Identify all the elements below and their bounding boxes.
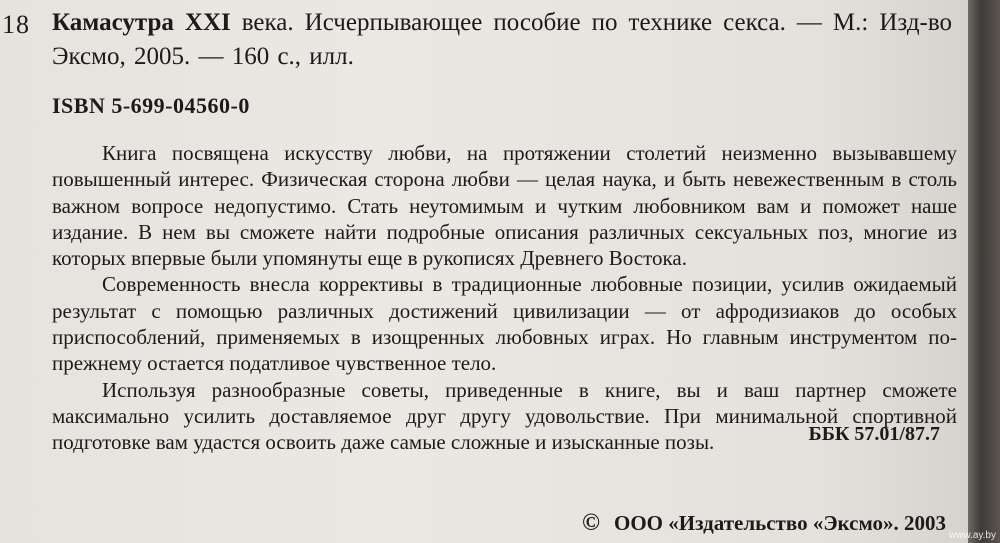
bbk-classification: ББК 57.01/87.7 <box>808 423 940 445</box>
annotation <box>52 140 957 456</box>
copyright-line <box>582 510 946 537</box>
isbn: ISBN 5-699-04560-0 <box>52 93 250 118</box>
annotation-paragraph: Современность внесла коррективы в традиционные любовные позиции, усилив ожидаемый результат с помощью различных достижений цивилизации — от афродизиаков до особых приспособлений, применяемых в изощренных любовных играх. Но главным инструментом по-прежнему остается податливое чувственное тело. <box>52 272 957 376</box>
bibliographic-entry <box>52 6 952 74</box>
annotation-paragraph: Книга посвящена искусству любви, на протяжении столетий неизменно вызывавшему повышенный интерес. Физическая сторона любви — целая наука, и быть невежественным в столь важном вопросе недопустимо. Стать неутомимым и чутким любовником вам и поможет наше издание. В нем вы сможете найти подробные описания различных сексуальных поз, многие из которых впервые были упомянуты еще в рукописях Древнего Востока. <box>52 141 957 271</box>
copyright-text: ООО «Издательство «Эксмо». 2003 <box>613 511 946 535</box>
page-edge-shadow <box>968 0 1000 543</box>
annotation-paragraph: Используя разнообразные советы, приведенные в книге, вы и ваш партнер сможете максимально усилить доставляемое друг другу удовольствие. При минимальной спортивной подготовке вам удастся освоить даже самые сложные и изысканные позы. <box>52 377 957 455</box>
page-number: 18 <box>2 10 30 39</box>
copyright-symbol: © <box>582 510 600 536</box>
book-title: Камасутра XXI <box>52 9 231 36</box>
watermark: www.ay.by <box>948 530 996 541</box>
bibliographic-details: века. Исчерпывающее пособие по технике секса. — М.: Изд-во Эксмо, 2005. — 160 с., илл. <box>52 9 952 70</box>
